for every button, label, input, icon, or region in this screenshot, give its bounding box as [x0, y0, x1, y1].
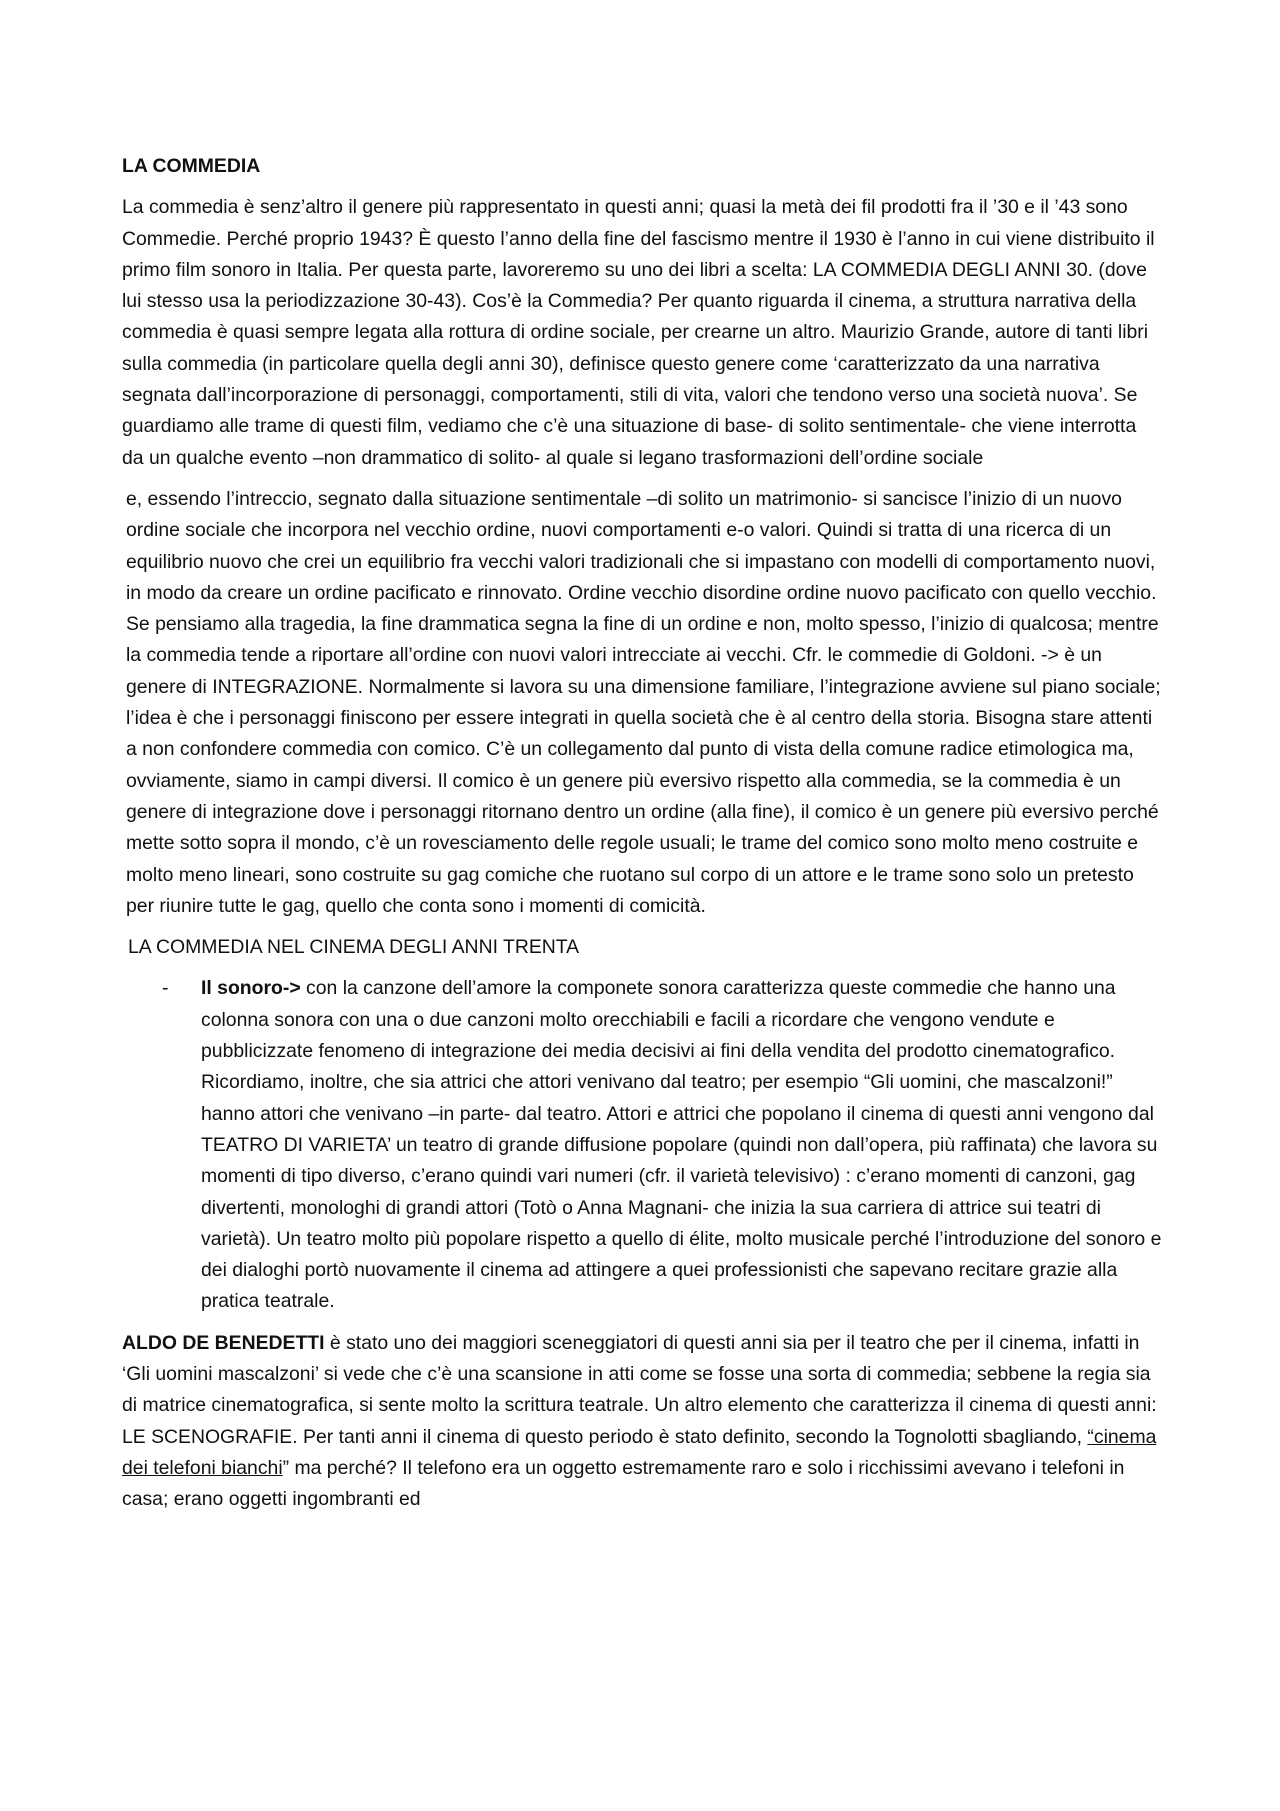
- bullet-dash: -: [162, 977, 169, 1000]
- bullet-text: con la canzone dell’amore la componete sonora caratterizza queste commedie che hanno una colonna sonora con una o due canzoni molto orecchiabili e facili a ricordare che vengono vendute e pubblicizzate fenomeno di integrazione dei media decisivi ai fini della vendita del prodotto cinematografico. Ricordiamo, inoltre, che sia attrici che attori venivano dal teatro; per esempio “Gli uomini, che mascalzoni!” hanno attori che venivano –in parte- dal teatro. Attori e attrici che popolano il cinema di questi anni vengono dal TEATRO DI VARIETA’ un teatro di grande diffusione popolare (quindi non dall’opera, più raffinata) che lavora su momenti di tipo diverso, c’erano quindi vari numeri (cfr. il varietà televisivo) : c’erano momenti di canzoni, gag divertenti, monologhi di grandi attori (Totò o Anna Magnani- che inizia la sua carriera di attrice sui teatri di varietà). Un teatro molto più popolare rispetto a quello di élite, molto musicale perché l’introduzione del sonoro e dei dialoghi portò nuovamente il cinema ad attingere a quei professionisti che sapevano recitare grazie alla pratica teatrale.: [201, 977, 1162, 1313]
- underlined-quote: “cinema dei telefoni bianchi: [122, 1425, 1157, 1479]
- document-page: [122, 151, 1162, 1525]
- paragraph-de-benedetti: [122, 1328, 1162, 1516]
- paragraph-text-before: è stato uno dei maggiori sceneggiatori di questi anni sia per il teatro che per il cinema, infatti in ‘Gli uomini mascalzoni’ si vede che c’è una scansione in atti come se fosse una sorta di commedia; sebbene la regia sia di matrice cinematografica, si sente molto la scrittura teatrale. Un altro elemento che caratterizza il cinema di questi anni: LE SCENOGRAFIE. Per tanti anni il cinema di questo periodo è stato definito, secondo la Tognolotti sbagliando,: [122, 1331, 1157, 1448]
- paragraph-intro: La commedia è senz’altro il genere più rappresentato in questi anni; quasi la metà dei fil prodotti fra il ’30 e il ’43 sono Commedie. Perché proprio 1943? È questo l’anno della fine del fascismo mentre il 1930 è l’anno in cui viene distribuito il primo film sonoro in Italia. Per questa parte, lavoreremo su uno dei libri a scelta: LA COMMEDIA DEGLI ANNI 30. (dove lui stesso usa la periodizzazione 30-43). Cos’è la Commedia? Per quanto riguarda il cinema, a struttura narrativa della commedia è quasi sempre legata alla rottura di ordine sociale, per crearne un altro. Maurizio Grande, autore di tanti libri sulla commedia (in particolare quella degli anni 30), definisce questo genere come ‘caratterizzato da una narrativa segnata dall’incorporazione di personaggi, comportamenti, stili di vita, valori che tendono verso una società nuova’. Se guardiamo alle trame di questi film, vediamo che c’è una situazione di base- di solito sentimentale- che viene interrotta da un qualche evento –non drammatico di solito- al quale si legano trasformazioni dell’ordine sociale: [122, 196, 1155, 469]
- section-subheading: LA COMMEDIA NEL CINEMA DEGLI ANNI TRENTA: [128, 936, 580, 959]
- page-heading: LA COMMEDIA: [122, 155, 261, 177]
- paragraph-lead: ALDO DE BENEDETTI: [122, 1331, 325, 1354]
- paragraph-integration: e, essendo l’intreccio, segnato dalla situazione sentimentale –di solito un matrimonio- si sancisce l’inizio di un nuovo ordine sociale che incorpora nel vecchio ordine, nuovi comportamenti e-o valori. Quindi si tratta di una ricerca di un equilibrio nuovo che crei un equilibrio fra vecchi valori tradizionali che si impastano con modelli di comportamento nuovi, in modo da creare un ordine pacificato e rinnovato. Ordine vecchio disordine ordine nuovo pacificato con quello vecchio. Se pensiamo alla tragedia, la fine drammatica segna la fine di un ordine e non, molto spesso, l’inizio di qualcosa; mentre la commedia tende a riportare all’ordine con nuovi valori intrecciate ai vecchi. Cfr. le commedie di Goldoni. -> è un genere di INTEGRAZIONE. Normalmente si lavora su una dimensione familiare, l’integrazione avviene sul piano sociale; l’idea è che i personaggi finiscono per essere integrati in quella società che è al centro della storia. Bisogna stare attenti a non confondere commedia con comico. C’è un collegamento dal punto di vista della comune radice etimologica ma, ovviamente, siamo in campi diversi. Il comico è un genere più eversivo rispetto alla commedia, se la commedia è un genere di integrazione dove i personaggi ritornano dentro un ordine (alla fine), il comico è un genere più eversivo perché mette sotto sopra il mondo, c’è un rovesciamento delle regole usuali; le trame del comico sono molto meno costruite e molto meno lineari, sono costruite su gag comiche che ruotano sul corpo di un attore e le trame sono solo un pretesto per riunire tutte le gag, quello che conta sono i momenti di comicità.: [126, 487, 1161, 917]
- bullet-lead: Il sonoro->: [201, 977, 301, 1000]
- paragraph-text-after: ” ma perché? Il telefono era un oggetto estremamente raro e solo i ricchissimi avevano i telefoni in casa; erano oggetti ingombranti ed: [122, 1456, 1125, 1511]
- list-item: [122, 973, 1162, 1317]
